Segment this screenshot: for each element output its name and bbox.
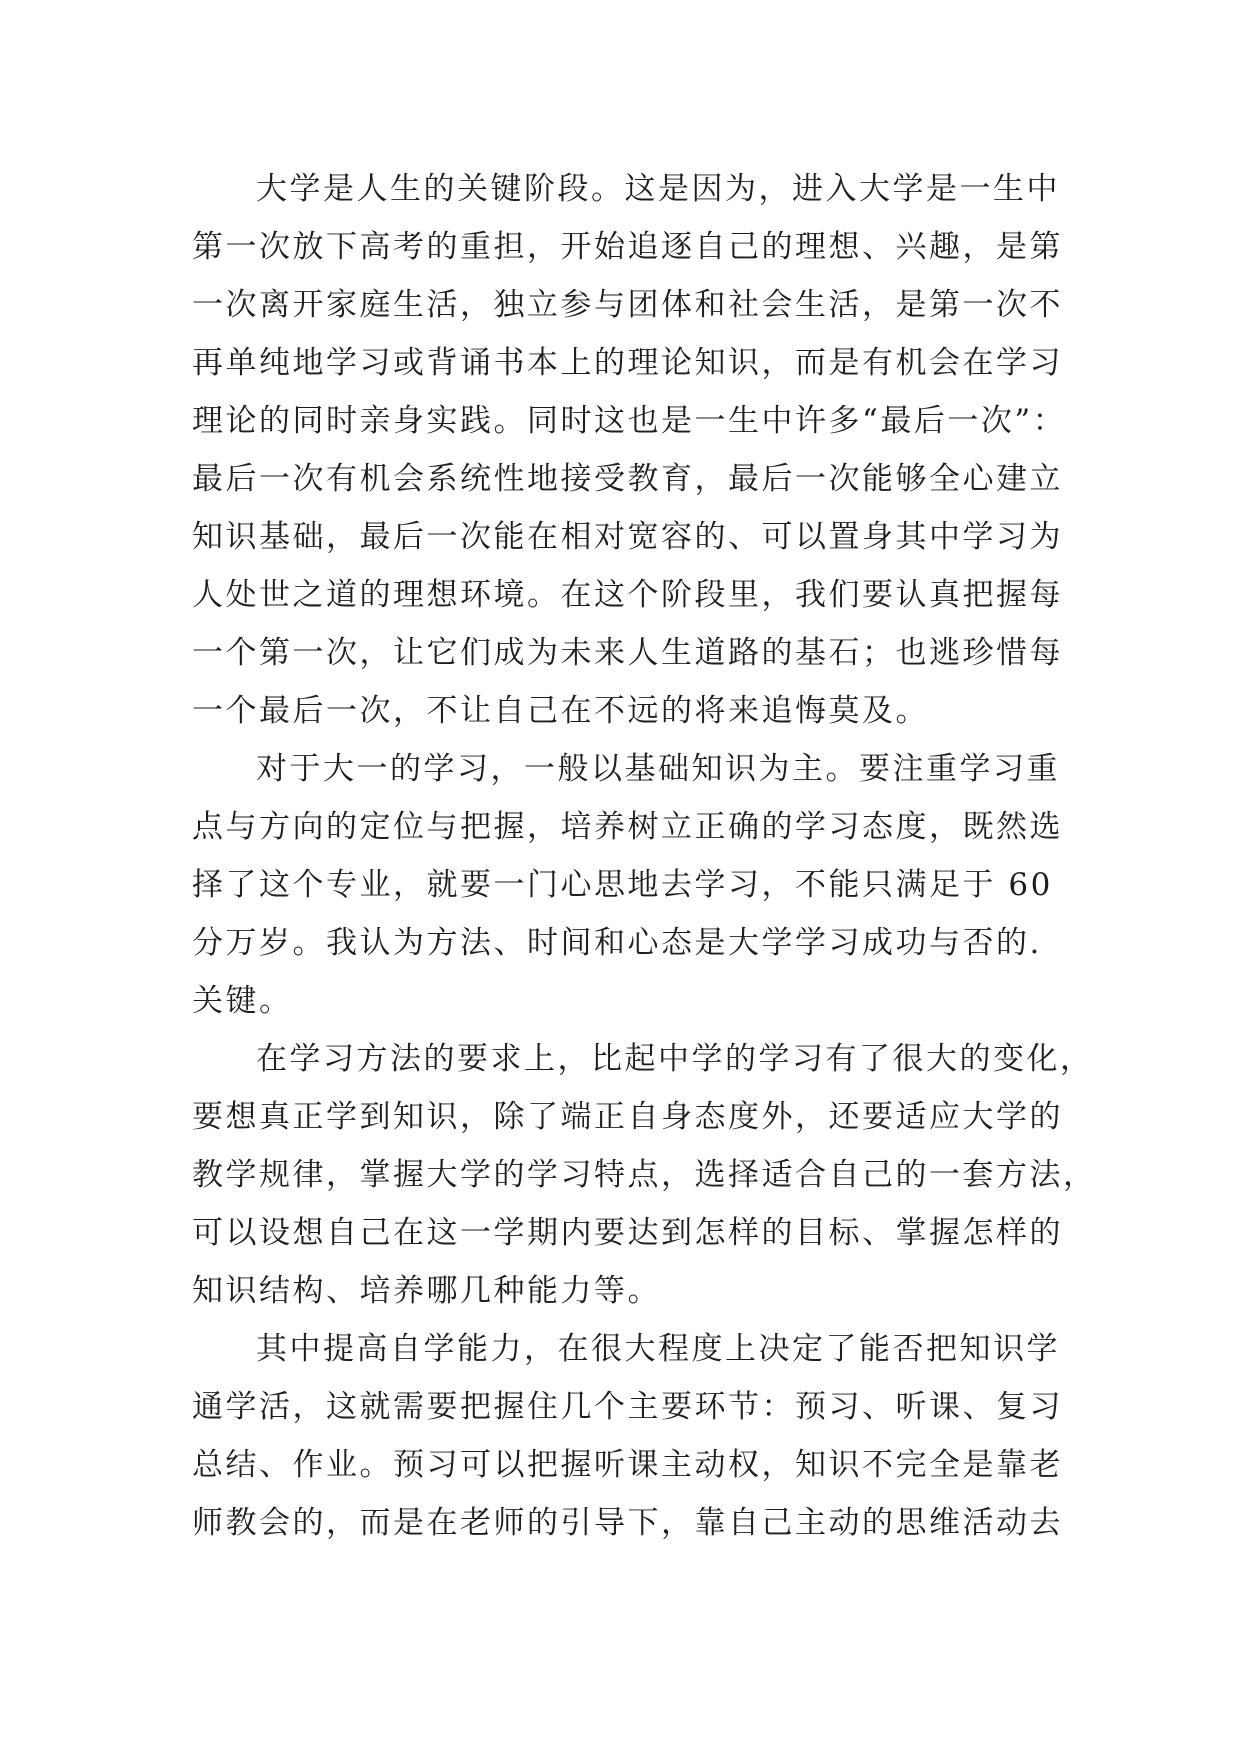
paragraph-4-line-3: 总结、作业。预习可以把握听课主动权，知识不完全是靠老 bbox=[192, 1447, 1063, 1483]
paragraph-1-line-8: 人处世之道的理想环境。在这个阶段里，我们要认真把握每 bbox=[192, 577, 1063, 613]
paragraph-2-line-5: 关键。 bbox=[192, 983, 293, 1019]
paragraph-2-line-4: 分万岁。我认为方法、时间和心态是大学学习成功与否的. bbox=[192, 925, 1042, 961]
paragraph-1 bbox=[192, 160, 1067, 740]
paragraph-4-line-2: 通学活，这就需要把握住几个主要环节：预习、听课、复习 bbox=[192, 1389, 1063, 1425]
paragraph-1-line-2: 第一次放下高考的重担，开始追逐自己的理想、兴趣，是第 bbox=[192, 229, 1063, 265]
paragraph-1-line-4: 再单纯地学习或背诵书本上的理论知识，而是有机会在学习 bbox=[192, 345, 1063, 381]
paragraph-3-line-5: 知识结构、培养哪几种能力等。 bbox=[192, 1273, 661, 1309]
paragraph-2-line-2: 点与方向的定位与把握，培养树立正确的学习态度，既然选 bbox=[192, 809, 1063, 845]
paragraph-4 bbox=[192, 1320, 1063, 1552]
paragraph-3 bbox=[192, 1030, 1097, 1320]
paragraph-3-line-3: 教学规律，掌握大学的学习特点，选择适合自己的一套方法， bbox=[192, 1157, 1097, 1193]
paragraph-1-line-10: 一个最后一次，不让自己在不远的将来追悔莫及。 bbox=[192, 693, 929, 729]
paragraph-4-line-1: 其中提高自学能力，在很大程度上决定了能否把知识学 bbox=[256, 1331, 1060, 1367]
paragraph-2 bbox=[192, 740, 1063, 1030]
paragraph-3-line-1: 在学习方法的要求上，比起中学的学习有了很大的变化， bbox=[256, 1041, 1094, 1077]
paragraph-2-line-1: 对于大一的学习，一般以基础知识为主。要注重学习重 bbox=[256, 751, 1060, 787]
paragraph-3-line-2: 要想真正学到知识，除了端正自身态度外，还要适应大学的 bbox=[192, 1099, 1063, 1135]
paragraph-1-line-3: 一次离开家庭生活，独立参与团体和社会生活，是第一次不 bbox=[192, 287, 1063, 323]
paragraph-1-line-9: 一个第一次，让它们成为未来人生道路的基石；也逃珍惜每 bbox=[192, 635, 1063, 671]
paragraph-4-line-4: 师教会的，而是在老师的引导下，靠自己主动的思维活动去 bbox=[192, 1505, 1063, 1541]
paragraph-1-line-7: 知识基础，最后一次能在相对宽容的、可以置身其中学习为 bbox=[192, 519, 1063, 555]
paragraph-1-line-1: 大学是人生的关键阶段。这是因为，进入大学是一生中 bbox=[256, 171, 1060, 207]
document-body bbox=[192, 160, 1097, 1552]
paragraph-2-line-3: 择了这个专业，就要一门心思地去学习，不能只满足于 60 bbox=[192, 867, 1053, 903]
paragraph-1-line-5: 理论的同时亲身实践。同时这也是一生中许多“最后一次”： bbox=[192, 403, 1067, 439]
paragraph-3-line-4: 可以设想自己在这一学期内要达到怎样的目标、掌握怎样的 bbox=[192, 1215, 1063, 1251]
paragraph-1-line-6: 最后一次有机会系统性地接受教育，最后一次能够全心建立 bbox=[192, 461, 1063, 497]
